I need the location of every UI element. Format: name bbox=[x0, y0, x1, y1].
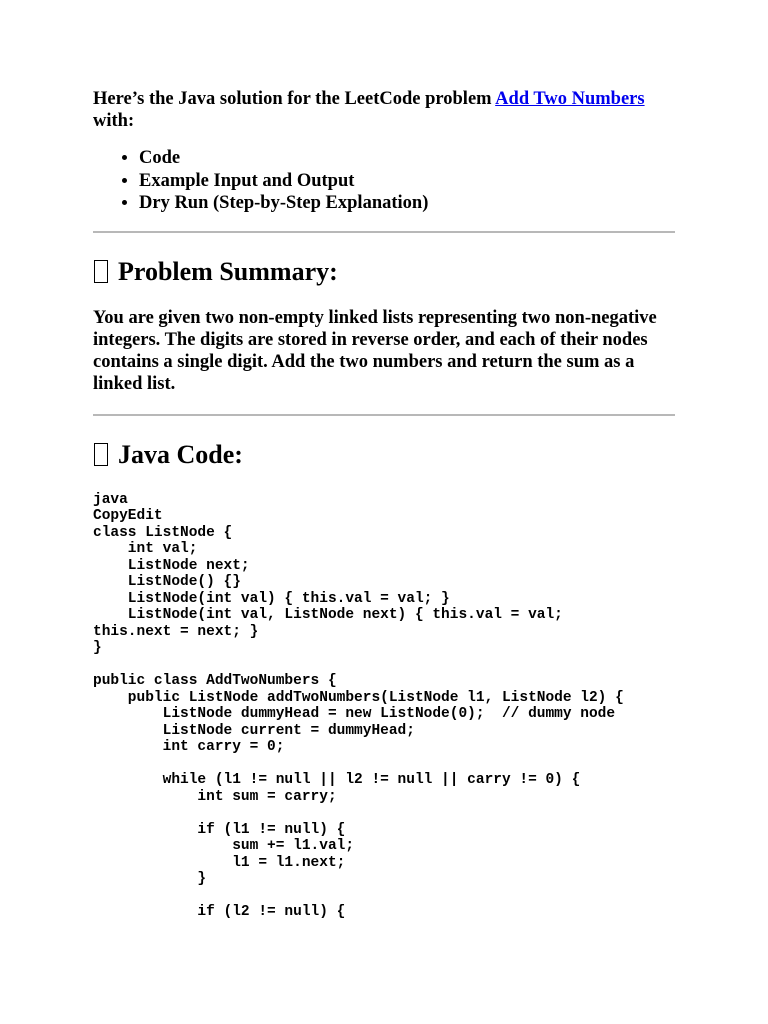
code-line: if (l2 != null) { bbox=[93, 904, 346, 921]
code-line: int sum = carry; bbox=[197, 788, 337, 805]
code-line: if (l1 != null) { bbox=[197, 821, 346, 838]
code-line: int val; bbox=[127, 541, 198, 558]
summary-heading bbox=[93, 257, 675, 287]
missing-glyph-icon bbox=[94, 260, 108, 283]
code-line: ListNode(int val) { this.val = val; } bbox=[127, 590, 450, 607]
intro-paragraph bbox=[93, 88, 675, 132]
code-line: ListNode current = dummyHead; bbox=[162, 722, 415, 739]
code-line: while (l1 != null || l2 != null || carry != 0) { bbox=[162, 772, 581, 789]
code-line: l1 = l1.next; bbox=[232, 854, 346, 871]
contents-list bbox=[93, 147, 675, 215]
problem-link[interactable]: Add Two Numbers bbox=[495, 89, 645, 109]
code-line: class ListNode { bbox=[93, 524, 233, 541]
code-line: public class AddTwoNumbers { bbox=[93, 673, 337, 690]
code-lines bbox=[93, 525, 624, 921]
code-line: ListNode next; bbox=[127, 557, 250, 574]
code-heading bbox=[93, 440, 675, 470]
list-item: • Code bbox=[139, 147, 675, 170]
code-line: } bbox=[93, 640, 102, 657]
summary-heading-text: Problem Summary: bbox=[118, 256, 338, 286]
intro-text: Here’s the Java solution for the LeetCode problem bbox=[93, 89, 496, 109]
code-line: ListNode dummyHead = new ListNode(0); // dummy node bbox=[162, 706, 616, 723]
code-line: ListNode() {} bbox=[127, 574, 241, 591]
code-line: int carry = 0; bbox=[162, 739, 285, 756]
code-language-label: java bbox=[93, 491, 128, 508]
summary-paragraph: You are given two non-empty linked lists representing two non-negative integers. The digits are stored in reverse order, and each of their nodes contains a single digit. Add the two numbers and return the sum as a linked list. bbox=[93, 307, 657, 395]
intro-text-end: with: bbox=[93, 111, 135, 131]
divider bbox=[93, 231, 675, 233]
list-item: • Example Input and Output bbox=[139, 170, 675, 193]
code-line: ListNode(int val, ListNode next) { this.val = val; bbox=[127, 607, 563, 624]
code-line: sum += l1.val; bbox=[232, 838, 355, 855]
divider bbox=[93, 414, 675, 416]
code-line: this.next = next; } bbox=[93, 623, 259, 640]
list-item: • Dry Run (Step-by-Step Explanation) bbox=[139, 192, 675, 215]
copy-edit-label[interactable]: CopyEdit bbox=[93, 508, 163, 525]
missing-glyph-icon bbox=[94, 443, 108, 466]
code-line: } bbox=[197, 871, 207, 888]
code-line: public ListNode addTwoNumbers(ListNode l1, ListNode l2) { bbox=[127, 689, 624, 706]
code-block bbox=[93, 492, 675, 921]
document-page bbox=[93, 88, 675, 921]
code-heading-text: Java Code: bbox=[118, 439, 243, 469]
